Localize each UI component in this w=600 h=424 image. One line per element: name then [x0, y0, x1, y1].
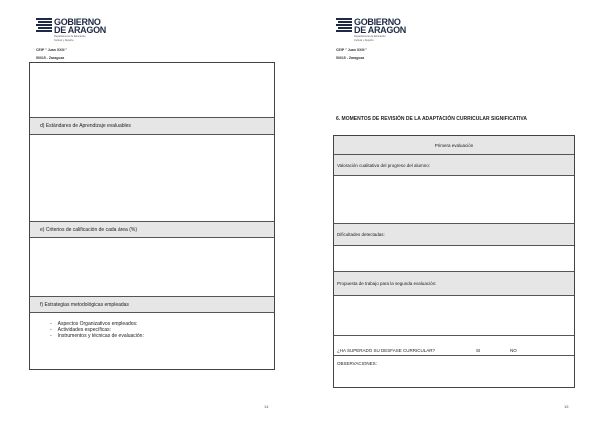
- right-page: [300, 0, 600, 424]
- school-header-line2: 50015 - Zaragoza: [336, 56, 365, 60]
- list-item: - Actividades específicas:: [50, 327, 144, 333]
- section-e-heading: e) Criterios de calificación de cada área (%): [30, 221, 274, 238]
- option-si: SI: [476, 348, 481, 353]
- page-number: 14: [264, 404, 269, 409]
- option-no: NO: [510, 348, 517, 353]
- section-d-heading: d) Estándares de Aprendizaje evaluables: [30, 117, 274, 135]
- aragon-flag-icon: [36, 18, 52, 32]
- row-superado: [334, 336, 574, 356]
- list-item: - Instrumentos y técnicas de evaluación:: [50, 333, 144, 339]
- logo-subtitle2: Cultura y Deporte: [54, 39, 74, 42]
- row-valoracion-field: [334, 176, 574, 224]
- logo-line1: GOBIERNO: [54, 17, 101, 27]
- list-item: - Aspectos Organizativos empleados:: [50, 321, 144, 327]
- left-form-box: [29, 62, 275, 370]
- row-propuesta-label: Propuesta de trabajo para la segunda evaluación:: [334, 272, 574, 296]
- school-header-line1: CEIP " Juan XXIII ": [336, 48, 368, 52]
- row-observaciones: OBSERVACIONES:: [337, 361, 377, 366]
- row-valoracion-label: Valoración cualitativa del progreso del alumno:: [334, 155, 574, 176]
- strategies-list: [50, 321, 144, 339]
- logo-line2: DE ARAGON: [354, 25, 406, 35]
- logo-subtitle1: Departamento de Educación: [54, 35, 86, 38]
- section-title: 6. MOMENTOS DE REVISIÓN DE LA ADAPTACIÓN CURRICULAR SIGNIFICATIVA: [336, 116, 527, 122]
- superado-question: ¿HA SUPERADO SU DESFASE CURRICULAR?: [337, 348, 436, 353]
- aragon-flag-icon: [336, 18, 352, 32]
- logo-subtitle2: Cultura y Deporte: [354, 39, 374, 42]
- section-f-heading: f) Estrategias metodológicas empleadas: [30, 296, 274, 313]
- school-header-line2: 50015 - Zaragoza: [36, 56, 65, 60]
- evaluation-table: [333, 135, 575, 388]
- page-number: 15: [564, 404, 569, 409]
- gobierno-aragon-logo: [36, 18, 106, 42]
- gobierno-aragon-logo: [336, 18, 406, 42]
- school-header-line1: CEIP " Juan XXIII ": [36, 48, 68, 52]
- row-dificultades-label: Dificultades detectadas:: [334, 224, 574, 246]
- logo-subtitle1: Departamento de Educación: [354, 35, 386, 38]
- table-header: Primera evaluación: [334, 136, 574, 155]
- row-dificultades-field: [334, 246, 574, 272]
- logo-line1: GOBIERNO: [354, 17, 401, 27]
- row-propuesta-field: [334, 296, 574, 336]
- logo-line2: DE ARAGON: [54, 25, 106, 35]
